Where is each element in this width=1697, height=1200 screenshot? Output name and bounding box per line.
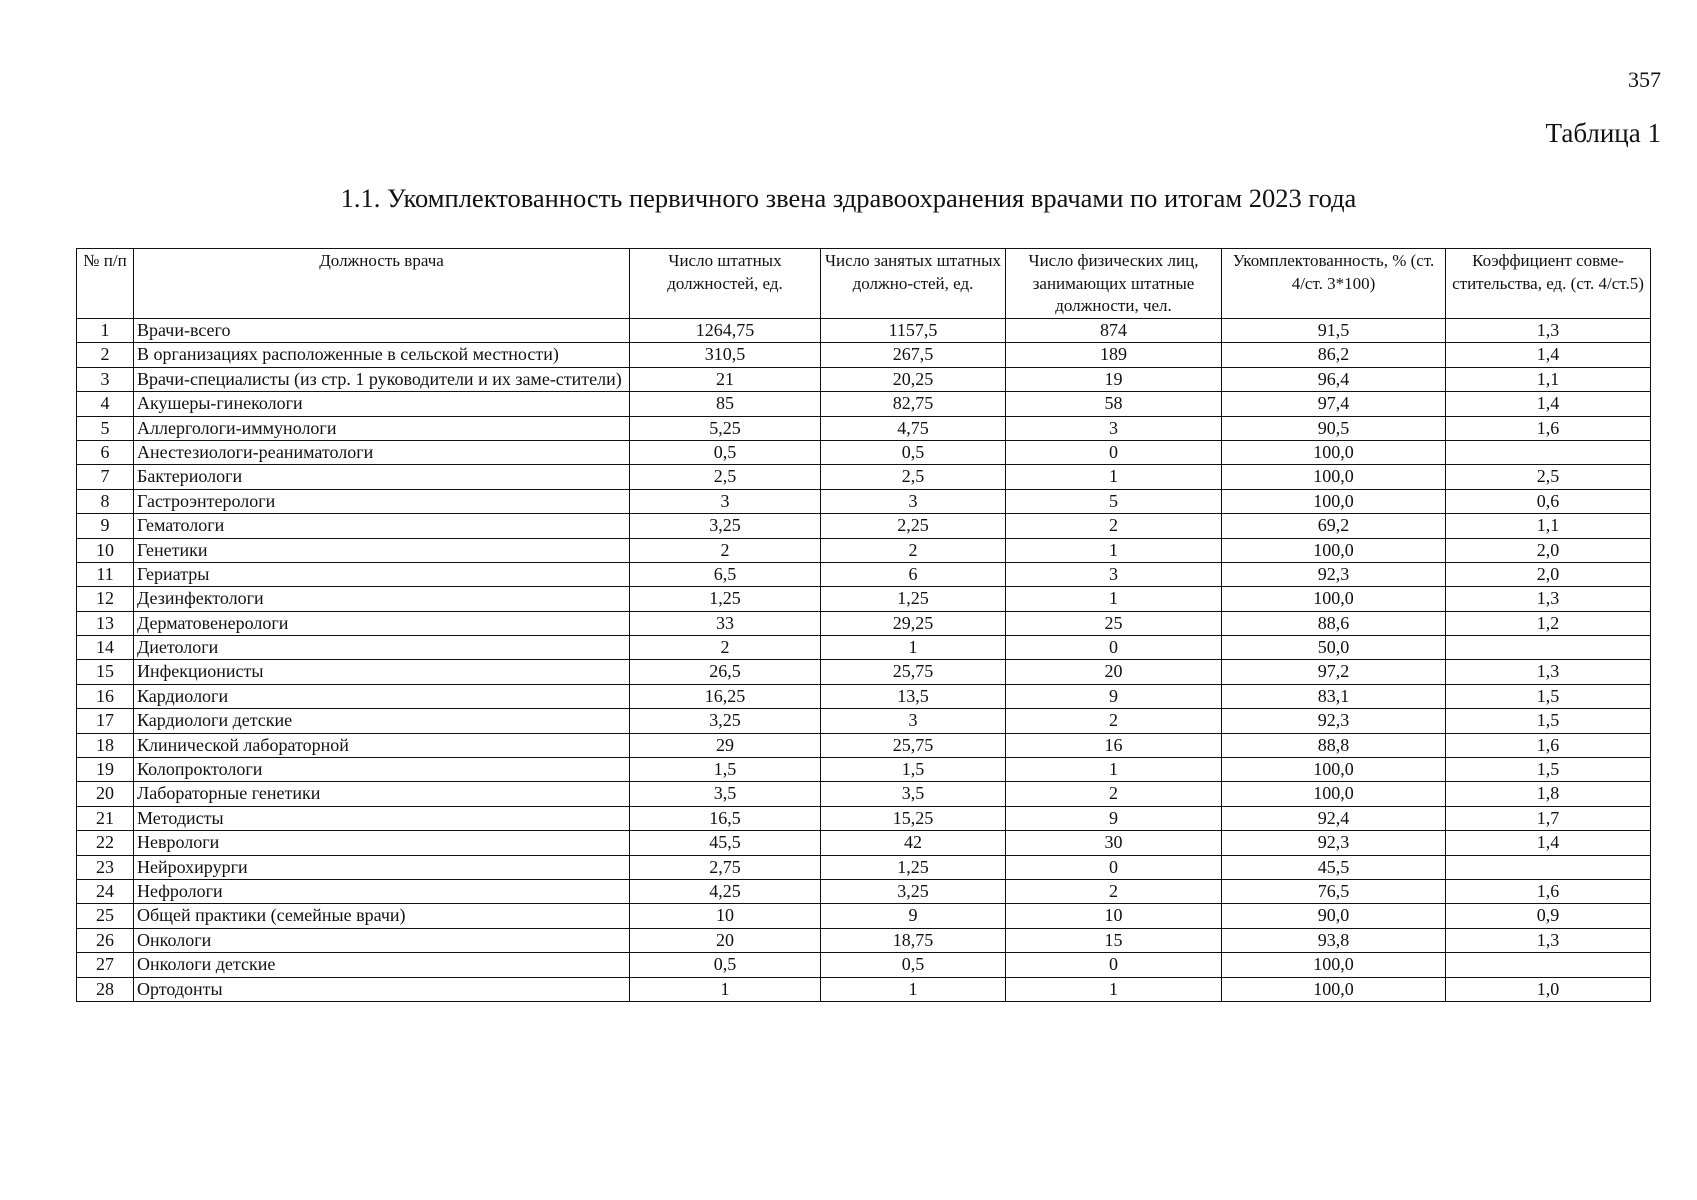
row-number: 18 [77,733,134,757]
individuals: 0 [1006,636,1222,660]
table-row [77,611,1651,635]
occupied-positions: 18,75 [821,928,1006,952]
occupied-positions: 1157,5 [821,319,1006,343]
individuals: 1 [1006,587,1222,611]
staff-positions: 2 [630,538,821,562]
table-row [77,709,1651,733]
row-number: 7 [77,465,134,489]
row-number: 28 [77,977,134,1001]
header-part-time-coefficient: Коэффициент совме-стительства, ед. (ст. 4/ст.5) [1446,249,1651,319]
individuals: 3 [1006,416,1222,440]
occupied-positions: 29,25 [821,611,1006,635]
position-name: Клинической лабораторной [134,733,630,757]
position-name: Врачи-специалисты (из стр. 1 руководители и их заме-стители) [134,367,630,391]
position-name: Неврологи [134,831,630,855]
position-name: Нефрологи [134,879,630,903]
staffing-table [76,248,1651,1002]
position-name: Колопроктологи [134,758,630,782]
position-name: Гастроэнтерологи [134,489,630,513]
individuals: 2 [1006,879,1222,903]
staffing-percent: 100,0 [1222,587,1446,611]
table-row [77,758,1651,782]
occupied-positions: 1 [821,636,1006,660]
individuals: 2 [1006,709,1222,733]
part-time-coefficient: 1,6 [1446,733,1651,757]
position-name: Врачи-всего [134,319,630,343]
individuals: 3 [1006,562,1222,586]
table-row [77,636,1651,660]
staff-positions: 16,25 [630,684,821,708]
individuals: 0 [1006,440,1222,464]
table-row [77,904,1651,928]
table-row [77,514,1651,538]
staff-positions: 0,5 [630,953,821,977]
individuals: 9 [1006,684,1222,708]
page-number: 357 [1628,67,1661,92]
position-name: Инфекционисты [134,660,630,684]
table-row [77,319,1651,343]
row-number: 12 [77,587,134,611]
staff-positions: 85 [630,392,821,416]
staffing-percent: 90,5 [1222,416,1446,440]
table-row [77,782,1651,806]
part-time-coefficient: 1,5 [1446,758,1651,782]
staffing-percent: 97,4 [1222,392,1446,416]
table-row [77,440,1651,464]
position-name: Нейрохирурги [134,855,630,879]
staff-positions: 33 [630,611,821,635]
part-time-coefficient: 2,5 [1446,465,1651,489]
position-name: Методисты [134,806,630,830]
row-number: 2 [77,343,134,367]
staffing-percent: 92,4 [1222,806,1446,830]
occupied-positions: 25,75 [821,660,1006,684]
individuals: 874 [1006,319,1222,343]
part-time-coefficient [1446,855,1651,879]
staffing-percent: 100,0 [1222,440,1446,464]
row-number: 25 [77,904,134,928]
individuals: 1 [1006,758,1222,782]
row-number: 13 [77,611,134,635]
staff-positions: 3,25 [630,514,821,538]
individuals: 16 [1006,733,1222,757]
position-name: Кардиологи [134,684,630,708]
position-name: Онкологи [134,928,630,952]
staffing-percent: 88,6 [1222,611,1446,635]
row-number: 1 [77,319,134,343]
table-row [77,660,1651,684]
part-time-coefficient: 0,9 [1446,904,1651,928]
part-time-coefficient: 1,3 [1446,319,1651,343]
position-name: Бактериологи [134,465,630,489]
table-row [77,465,1651,489]
part-time-coefficient: 1,7 [1446,806,1651,830]
occupied-positions: 3,5 [821,782,1006,806]
occupied-positions: 1,25 [821,587,1006,611]
row-number: 16 [77,684,134,708]
staff-positions: 6,5 [630,562,821,586]
staff-positions: 16,5 [630,806,821,830]
occupied-positions: 3 [821,709,1006,733]
position-name: Гериатры [134,562,630,586]
part-time-coefficient: 2,0 [1446,562,1651,586]
part-time-coefficient: 1,6 [1446,879,1651,903]
staffing-percent: 92,3 [1222,709,1446,733]
part-time-coefficient: 1,3 [1446,587,1651,611]
row-number: 6 [77,440,134,464]
occupied-positions: 4,75 [821,416,1006,440]
occupied-positions: 2,25 [821,514,1006,538]
staffing-percent: 90,0 [1222,904,1446,928]
position-name: Генетики [134,538,630,562]
table-row [77,928,1651,952]
individuals: 189 [1006,343,1222,367]
staffing-percent: 83,1 [1222,684,1446,708]
part-time-coefficient [1446,636,1651,660]
table-row [77,977,1651,1001]
table-row [77,489,1651,513]
table-row [77,733,1651,757]
row-number: 10 [77,538,134,562]
row-number: 8 [77,489,134,513]
occupied-positions: 9 [821,904,1006,928]
staffing-percent: 100,0 [1222,782,1446,806]
staff-positions: 21 [630,367,821,391]
table-row [77,562,1651,586]
staff-positions: 1,25 [630,587,821,611]
staffing-percent: 93,8 [1222,928,1446,952]
individuals: 19 [1006,367,1222,391]
position-name: Ортодонты [134,977,630,1001]
table-row [77,587,1651,611]
staffing-percent: 69,2 [1222,514,1446,538]
staff-positions: 29 [630,733,821,757]
occupied-positions: 20,25 [821,367,1006,391]
row-number: 4 [77,392,134,416]
individuals: 1 [1006,538,1222,562]
individuals: 30 [1006,831,1222,855]
staffing-percent: 76,5 [1222,879,1446,903]
individuals: 1 [1006,977,1222,1001]
staffing-percent: 97,2 [1222,660,1446,684]
table-row [77,343,1651,367]
staff-positions: 45,5 [630,831,821,855]
staff-positions: 4,25 [630,879,821,903]
staff-positions: 26,5 [630,660,821,684]
occupied-positions: 25,75 [821,733,1006,757]
occupied-positions: 6 [821,562,1006,586]
occupied-positions: 1,5 [821,758,1006,782]
staffing-percent: 100,0 [1222,465,1446,489]
occupied-positions: 0,5 [821,440,1006,464]
occupied-positions: 3,25 [821,879,1006,903]
position-name: Общей практики (семейные врачи) [134,904,630,928]
part-time-coefficient: 1,8 [1446,782,1651,806]
row-number: 21 [77,806,134,830]
row-number: 27 [77,953,134,977]
document-title: 1.1. Укомплектованность первичного звена здравоохранения врачами по итогам 2023 года [340,183,1357,213]
part-time-coefficient: 1,2 [1446,611,1651,635]
position-name: Онкологи детские [134,953,630,977]
staff-positions: 310,5 [630,343,821,367]
staffing-percent: 100,0 [1222,758,1446,782]
row-number: 5 [77,416,134,440]
position-name: Анестезиологи-реаниматологи [134,440,630,464]
occupied-positions: 267,5 [821,343,1006,367]
table-body [77,319,1651,1002]
row-number: 17 [77,709,134,733]
header-staff-positions: Число штатных должностей, ед. [630,249,821,319]
occupied-positions: 15,25 [821,806,1006,830]
staff-positions: 1 [630,977,821,1001]
individuals: 15 [1006,928,1222,952]
staffing-percent: 91,5 [1222,319,1446,343]
header-staffing-percent: Укомплектованность, % (ст. 4/ст. 3*100) [1222,249,1446,319]
occupied-positions: 2 [821,538,1006,562]
table-label: Таблица 1 [1545,118,1661,148]
staffing-percent: 92,3 [1222,562,1446,586]
staffing-percent: 88,8 [1222,733,1446,757]
row-number: 23 [77,855,134,879]
row-number: 3 [77,367,134,391]
individuals: 5 [1006,489,1222,513]
header-occupied-positions: Число занятых штатных должно-стей, ед. [821,249,1006,319]
table-row [77,855,1651,879]
row-number: 9 [77,514,134,538]
occupied-positions: 1 [821,977,1006,1001]
table-row [77,831,1651,855]
occupied-positions: 13,5 [821,684,1006,708]
staffing-percent: 86,2 [1222,343,1446,367]
staff-positions: 3 [630,489,821,513]
occupied-positions: 1,25 [821,855,1006,879]
position-name: Кардиологи детские [134,709,630,733]
staffing-percent: 45,5 [1222,855,1446,879]
table-row [77,953,1651,977]
part-time-coefficient: 1,4 [1446,392,1651,416]
staffing-percent: 92,3 [1222,831,1446,855]
part-time-coefficient: 1,3 [1446,928,1651,952]
occupied-positions: 3 [821,489,1006,513]
part-time-coefficient: 0,6 [1446,489,1651,513]
row-number: 22 [77,831,134,855]
staff-positions: 3,25 [630,709,821,733]
individuals: 20 [1006,660,1222,684]
staffing-percent: 100,0 [1222,953,1446,977]
staff-positions: 0,5 [630,440,821,464]
part-time-coefficient: 1,0 [1446,977,1651,1001]
individuals: 25 [1006,611,1222,635]
individuals: 0 [1006,953,1222,977]
staffing-percent: 100,0 [1222,489,1446,513]
staff-positions: 5,25 [630,416,821,440]
table-row [77,684,1651,708]
row-number: 20 [77,782,134,806]
row-number: 24 [77,879,134,903]
table-row [77,879,1651,903]
staffing-percent: 100,0 [1222,977,1446,1001]
staff-positions: 1,5 [630,758,821,782]
staff-positions: 10 [630,904,821,928]
row-number: 19 [77,758,134,782]
part-time-coefficient: 1,5 [1446,684,1651,708]
part-time-coefficient: 1,1 [1446,367,1651,391]
part-time-coefficient: 1,4 [1446,831,1651,855]
occupied-positions: 0,5 [821,953,1006,977]
staff-positions: 1264,75 [630,319,821,343]
individuals: 1 [1006,465,1222,489]
row-number: 11 [77,562,134,586]
table-row [77,538,1651,562]
part-time-coefficient: 1,1 [1446,514,1651,538]
staff-positions: 2,5 [630,465,821,489]
position-name: Дезинфектологи [134,587,630,611]
individuals: 58 [1006,392,1222,416]
individuals: 10 [1006,904,1222,928]
position-name: Диетологи [134,636,630,660]
header-individuals: Число физических лиц, занимающих штатные должности, чел. [1006,249,1222,319]
part-time-coefficient: 1,6 [1446,416,1651,440]
position-name: Гематологи [134,514,630,538]
staff-positions: 2 [630,636,821,660]
occupied-positions: 82,75 [821,392,1006,416]
position-name: Акушеры-гинекологи [134,392,630,416]
staff-positions: 2,75 [630,855,821,879]
position-name: Дерматовенерологи [134,611,630,635]
individuals: 2 [1006,514,1222,538]
table-row [77,416,1651,440]
position-name: Лабораторные генетики [134,782,630,806]
individuals: 0 [1006,855,1222,879]
part-time-coefficient: 1,4 [1446,343,1651,367]
occupied-positions: 42 [821,831,1006,855]
part-time-coefficient: 1,3 [1446,660,1651,684]
individuals: 2 [1006,782,1222,806]
row-number: 26 [77,928,134,952]
staffing-percent: 100,0 [1222,538,1446,562]
table-row [77,806,1651,830]
header-number: № п/п [77,249,134,319]
staffing-percent: 50,0 [1222,636,1446,660]
table-row [77,392,1651,416]
row-number: 15 [77,660,134,684]
staffing-percent: 96,4 [1222,367,1446,391]
individuals: 9 [1006,806,1222,830]
position-name: Аллергологи-иммунологи [134,416,630,440]
staff-positions: 20 [630,928,821,952]
part-time-coefficient [1446,953,1651,977]
header-position: Должность врача [134,249,630,319]
table-row [77,367,1651,391]
part-time-coefficient: 2,0 [1446,538,1651,562]
staff-positions: 3,5 [630,782,821,806]
position-name: В организациях расположенные в сельской местности) [134,343,630,367]
row-number: 14 [77,636,134,660]
occupied-positions: 2,5 [821,465,1006,489]
part-time-coefficient [1446,440,1651,464]
part-time-coefficient: 1,5 [1446,709,1651,733]
table-header-row [77,249,1651,319]
